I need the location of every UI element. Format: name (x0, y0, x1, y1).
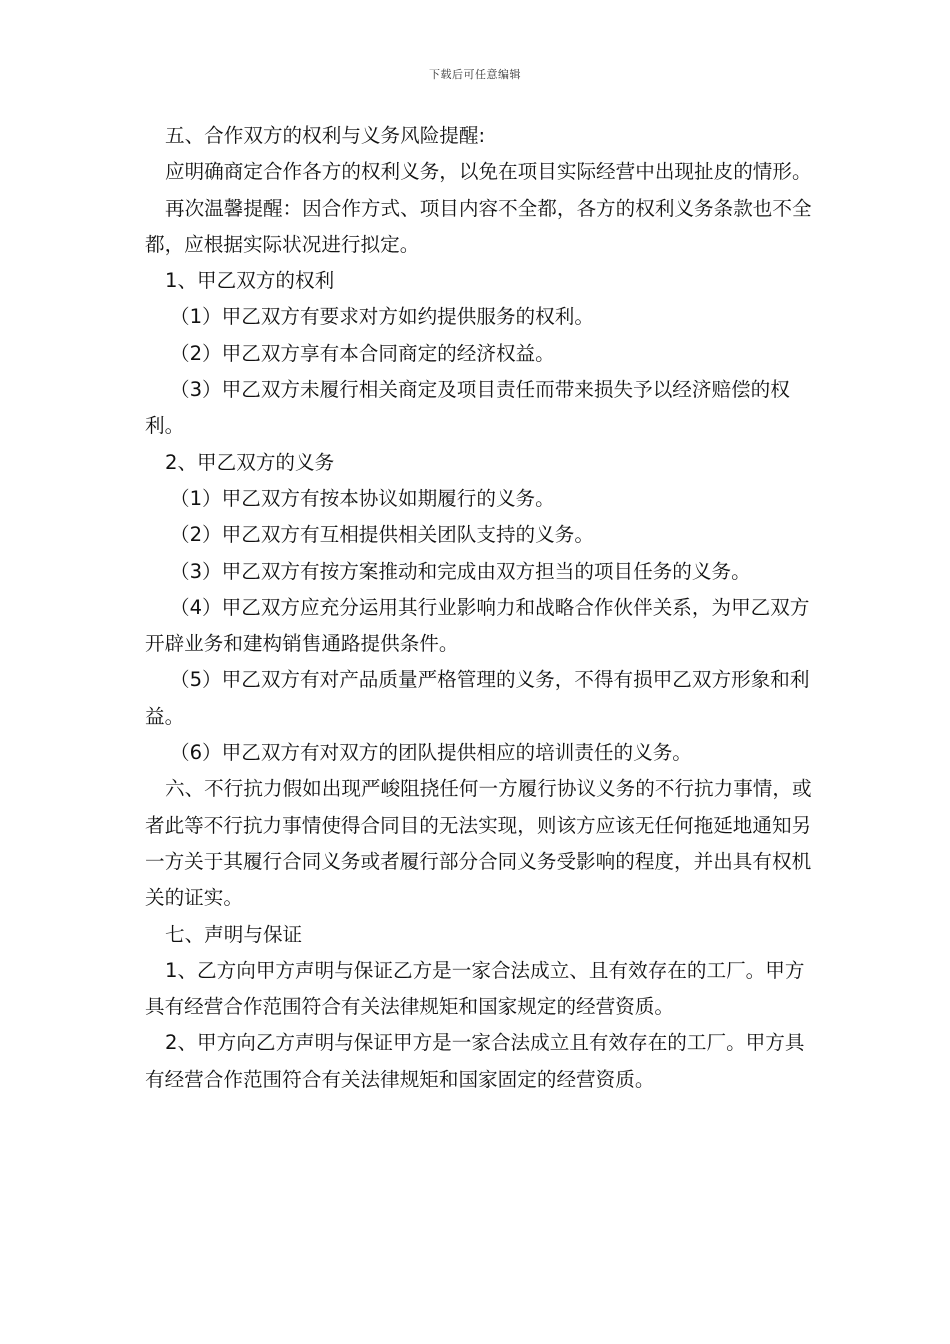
document-body (145, 118, 813, 1098)
list-item: （5）甲乙双方有对产品质量严格管理的义务，不得有损甲乙双方形象和利益。 (145, 668, 810, 728)
list-item: （4）甲乙双方应充分运用其行业影响力和战略合作伙伴关系，为甲乙双方开辟业务和建构销售通路提供条件。 (145, 595, 810, 656)
list-item: （3）甲乙双方未履行相关商定及项目责任而带来损失予以经济赔偿的权利。 (145, 378, 790, 438)
list-item: （1）甲乙双方有按本协议如期履行的义务。 (170, 486, 555, 510)
subheading-obligations: 2、甲乙双方的义务 (165, 450, 335, 474)
list-item: （1）甲乙双方有要求对方如约提供服务的权利。 (170, 305, 594, 329)
list-item: （3）甲乙双方有按方案推动和完成由双方担当的项目任务的义务。 (170, 559, 751, 583)
paragraph: 2、甲方向乙方声明与保证甲方是一家合法成立且有效存在的工厂。甲方具有经营合作范围符合有关法律规矩和国家固定的经营资质。 (145, 1031, 805, 1091)
subheading-rights: 1、甲乙双方的权利 (165, 269, 335, 293)
page-header: 下载后可任意编辑 (429, 68, 521, 81)
list-item: （2）甲乙双方有互相提供相关团队支持的义务。 (170, 523, 594, 547)
section-force-majeure: 六、不行抗力假如出现严峻阻挠任何一方履行协议义务的不行抗力事情，或者此等不行抗力事情使得合同目的无法实现，则该方应该无任何拖延地通知另一方关于其履行合同义务或者履行部分合同义务受影响的程度，并出具有权机关的证实。 (145, 777, 812, 910)
list-item: （2）甲乙双方享有本合同商定的经济权益。 (170, 341, 555, 365)
section-heading-rights-obligations: 五、合作双方的权利与义务风险提醒: (165, 124, 486, 147)
paragraph: 再次温馨提醒：因合作方式、项目内容不全都，各方的权利义务条款也不全都，应根据实际状况进行拟定。 (145, 196, 812, 256)
paragraph: 应明确商定合作各方的权利义务，以免在项目实际经营中出现扯皮的情形。 (165, 160, 812, 184)
paragraph: 1、乙方向甲方声明与保证乙方是一家合法成立、且有效存在的工厂。甲方具有经营合作范围符合有关法律规矩和国家规定的经营资质。 (145, 958, 805, 1019)
section-heading-declarations: 七、声明与保证 (165, 922, 303, 946)
list-item: （6）甲乙双方有对双方的团队提供相应的培训责任的义务。 (170, 741, 692, 765)
